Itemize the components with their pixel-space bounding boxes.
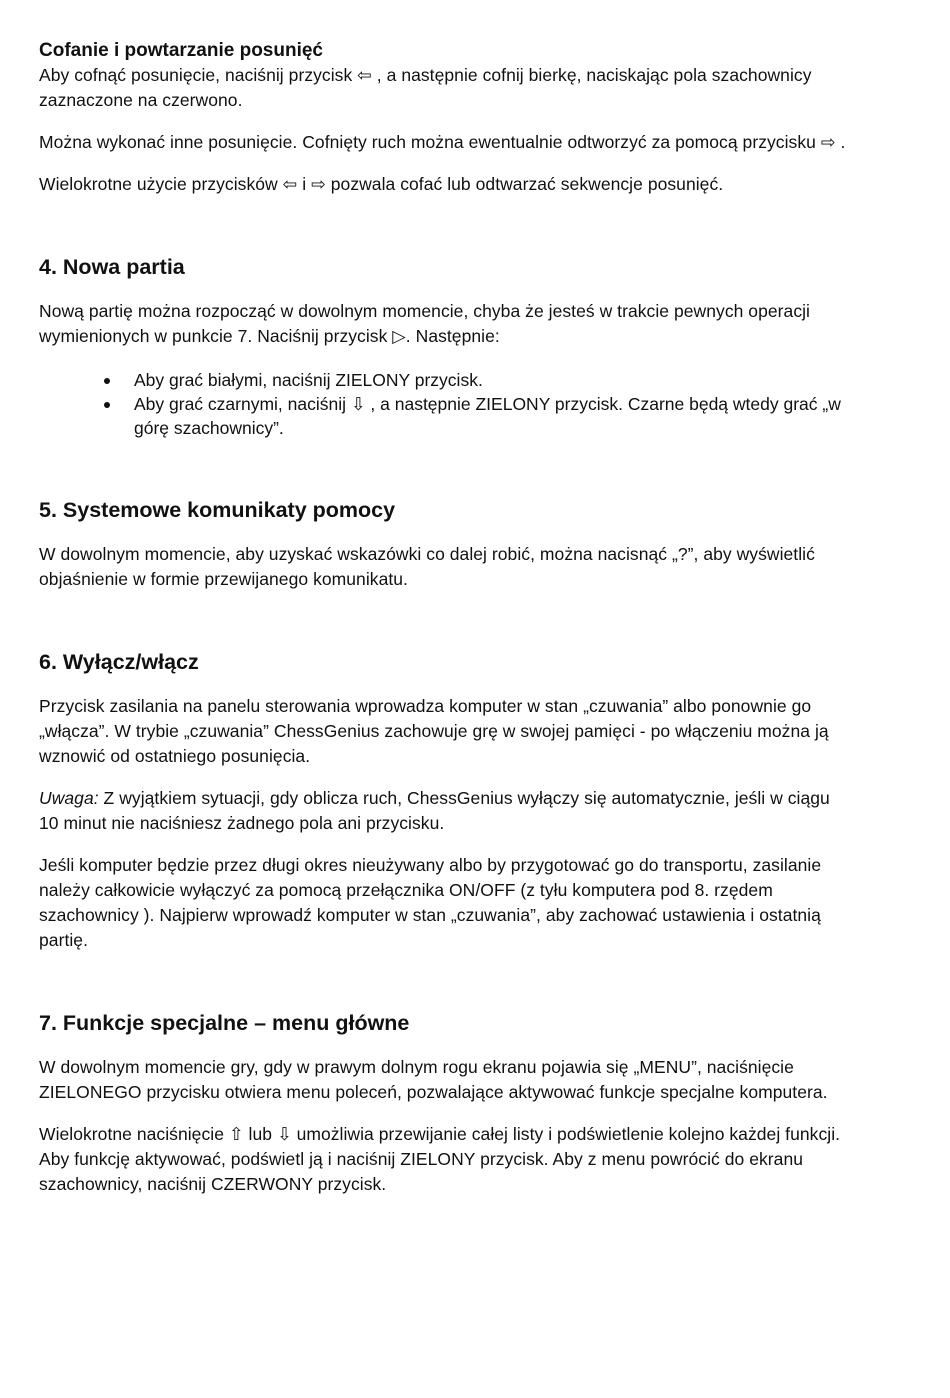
section-power	[39, 648, 850, 953]
paragraph: Nową partię można rozpocząć w dowolnym momencie, chyba że jesteś w trakcie pewnych operacji wymienionych w punkcie 7. Naciśnij przycisk ▷. Następnie:	[39, 301, 810, 346]
paragraph: Wielokrotne użycie przycisków ⇦ i ⇨ pozwala cofać lub odtwarzać sekwencje posunięć.	[39, 174, 724, 194]
paragraph: Aby cofnąć posunięcie, naciśnij przycisk ⇦ , a następnie cofnij bierkę, naciskając pola szachownicy zaznaczone na czerwono.	[39, 65, 812, 110]
paragraph: Można wykonać inne posunięcie. Cofnięty ruch można ewentualnie odtworzyć za pomocą przycisku ⇨ .	[39, 132, 846, 152]
note-paragraph	[39, 786, 850, 836]
section-heading: 6. Wyłącz/włącz	[39, 650, 199, 674]
paragraph: Przycisk zasilania na panelu sterowania wprowadza komputer w stan „czuwania” albo ponownie go „włącza”. W trybie „czuwania” ChessGenius zachowuje grę w swojej pamięci - po włączeniu można ją wznowić od ostatniego posunięcia.	[39, 696, 829, 766]
list-item: Aby grać białymi, naciśnij ZIELONY przycisk.	[134, 368, 850, 392]
paragraph: Jeśli komputer będzie przez długi okres nieużywany albo by przygotować go do transportu, zasilanie należy całkowicie wyłączyć za pomocą przełącznika ON/OFF (z tyłu komputera pod 8. rzędem szachownicy ). Najpierw wprowadź komputer w stan „czuwania”, aby zachować ustawienia i ostatnią partię.	[39, 855, 822, 950]
paragraph: W dowolnym momencie, aby uzyskać wskazówki co dalej robić, można nacisnąć „?”, aby wyświetlić objaśnienie w formie przewijanego komunikatu.	[39, 544, 815, 589]
section-heading: 7. Funkcje specjalne – menu główne	[39, 1011, 410, 1035]
section-heading: 5. Systemowe komunikaty pomocy	[39, 498, 396, 522]
section-heading: 4. Nowa partia	[39, 255, 185, 279]
paragraph: Wielokrotne naciśnięcie ⇧ lub ⇩ umożliwia przewijanie całej listy i podświetlenie kolejno każdej funkcji. Aby funkcję aktywować, podświetl ją i naciśnij ZIELONY przycisk. Aby z menu powrócić do ekranu szachownicy, naciśnij CZERWONY przycisk.	[39, 1124, 841, 1194]
section-undo-redo	[39, 38, 850, 197]
list-item: Aby grać czarnymi, naciśnij ⇩ , a następnie ZIELONY przycisk. Czarne będą wtedy grać „w górę szachownicy”.	[134, 392, 850, 440]
note-text: Z wyjątkiem sytuacji, gdy oblicza ruch, ChessGenius wyłączy się automatycznie, jeśli w ciągu 10 minut nie naciśniesz żadnego pola ani przycisku.	[39, 788, 830, 833]
section-special-functions	[39, 1009, 850, 1197]
section-help-messages	[39, 496, 850, 592]
paragraph: W dowolnym momencie gry, gdy w prawym dolnym rogu ekranu pojawia się „MENU”, naciśnięcie ZIELONEGO przycisku otwiera menu poleceń, pozwalające aktywować funkcje specjalne komputera.	[39, 1057, 828, 1102]
section-new-game	[39, 253, 850, 440]
note-label: Uwaga:	[39, 788, 99, 808]
section-heading: Cofanie i powtarzanie posunięć	[39, 40, 323, 61]
bullet-list	[39, 368, 850, 440]
